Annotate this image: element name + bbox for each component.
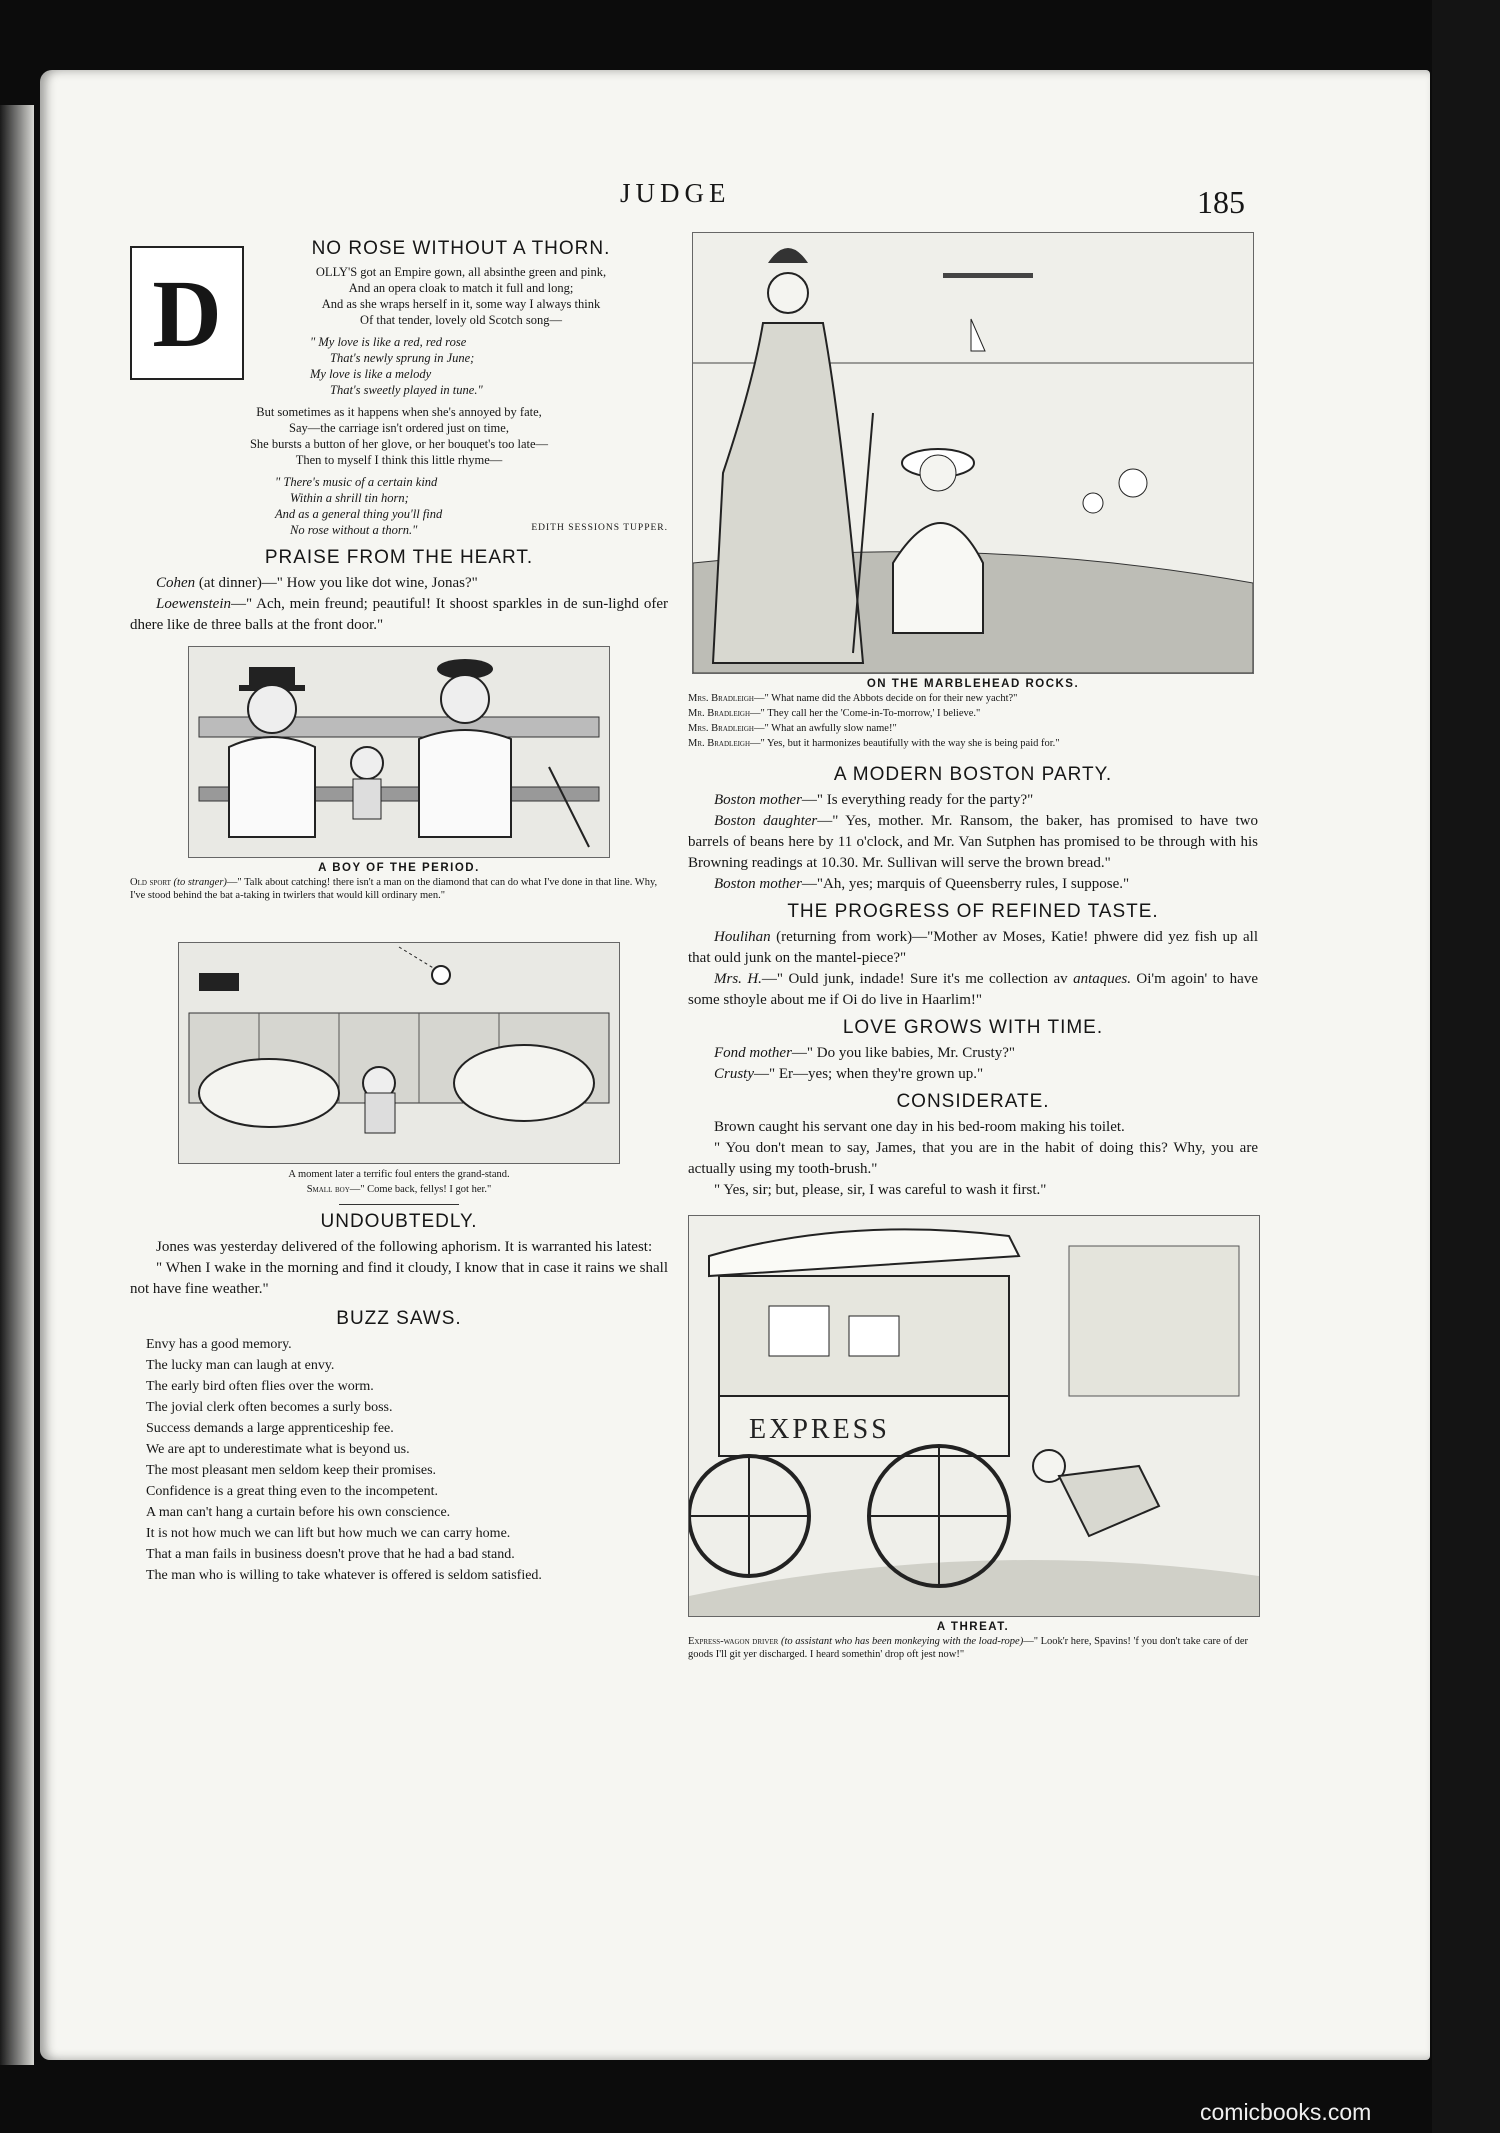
poem-line: But sometimes as it happens when she's annoyed by fate, [256,405,542,419]
song-line: My love is like a melody [310,367,432,381]
dialogue-line: Houlihan (returning from work)—"Mother av Moses, Katie! phwere did yez fish up all that ould junk on the mantel-piece?" [688,929,1258,966]
caption-marblehead-line: Mr. Bradleigh—" Yes, but it harmonizes beautifully with the way she is being paid for." [688,738,1060,749]
paragraph: " When I wake in the morning and find it cloudy, I know that in case it rains we shall not have fine weather." [130,1260,668,1297]
headline-buzz-saws: BUZZ SAWS. [336,1308,462,1329]
dialogue-line: Mrs. H.—" Ould junk, indade! Sure it's me collection av antaques. Oi'm agoin' to have some sthoyle about me if Oi do live in Haarlim!" [688,971,1258,1008]
caption-foul-1: A moment later a terrific foul enters the grand-stand. [288,1169,510,1180]
joke-love-grows [688,1017,1258,1085]
caption-title-boy: A BOY OF THE PERIOD. [318,862,480,874]
joke-undoubtedly [130,1211,668,1300]
joke-boston-party [688,764,1258,895]
song-line: That's newly sprung in June; [330,351,475,365]
aphorism: The most pleasant men seldom keep their promises. [146,1463,437,1478]
song-line: " My love is like a red, red rose [310,335,467,349]
caption-title-threat: A THREAT. [936,1621,1010,1633]
paragraph: Brown caught his servant one day in his bed-room making his toilet. [714,1119,1125,1135]
aphorism: The lucky man can laugh at envy. [146,1358,335,1373]
right-column [688,232,1258,1661]
caption-title-marblehead: ON THE MARBLEHEAD ROCKS. [866,678,1080,690]
poem-line: And an opera cloak to match it full and long; [348,281,574,295]
buzz-saws [130,1308,668,1586]
dialogue-line: Loewenstein—" Ach, mein freund; peautiful! It shoost sparkles in de sun-lighd ofer dhere like de three balls at the front door." [130,596,668,633]
rhyme-line: Within a shrill tin horn; [290,491,409,505]
song-line: That's sweetly played in tune." [330,383,483,397]
dialogue-line: Boston daughter—" Yes, mother. Mr. Ransom, the baker, has promised to have two barrels of beans here by 11 o'clock, and Mr. Van Sutphen has promised to be through with his Browning readings at 10.30. Mr. Sullivan will serve the brown bread." [688,813,1258,871]
left-page-edge [0,105,34,2065]
headline-love-grows: LOVE GROWS WITH TIME. [842,1017,1104,1038]
poem-line: Of that tender, lovely old Scotch song— [360,313,562,327]
magazine-title: JUDGE [620,178,731,208]
aphorism: The early bird often flies over the worm. [146,1379,374,1394]
illustration-marblehead-rocks [692,232,1254,674]
dialogue-line: Fond mother—" Do you like babies, Mr. Crusty?" [714,1045,1015,1061]
aphorism: Confidence is a great thing even to the incompetent. [146,1484,438,1499]
dialogue-line: Crusty—" Er—yes; when they're grown up." [714,1066,984,1082]
caption-marblehead-line: Mrs. Bradleigh—" What an awfully slow name!" [688,723,897,734]
aphorism: That a man fails in business doesn't prove that he had a bad stand. [146,1547,515,1562]
illustration-express-wagon [688,1215,1260,1617]
caption-foul-2: Small boy—" Come back, fellys! I got her." [306,1184,492,1195]
poem-line: Then to myself I think this little rhyme— [295,453,503,467]
rhyme-line: No rose without a thorn." [290,523,418,537]
poem-line: She bursts a button of her glove, or her bouquet's too late— [249,437,549,451]
poem-line: OLLY'S got an Empire gown, all absinthe green and pink, [315,265,607,279]
caption-marblehead-line: Mr. Bradleigh—" They call her the 'Come-in-To-morrow,' I believe." [688,708,981,719]
caption-boy: Old sport (to stranger)—" Talk about catching! there isn't a man on the diamond that can do what I've done in that line. Why, I've stood behind the bat a-taking in twirlers that would kill ordinary men." [130,877,658,901]
aphorism: Envy has a good memory. [146,1337,292,1352]
caption-threat: Express-wagon driver (to assistant who has been monkeying with the load-rope)—" Look'r here, Spavins! 'f you don't take care of der goods I'll git yer discharged. I heard somethin' drop oft jest now!" [688,1636,1249,1660]
poem-line: Say—the carriage isn't ordered just on time, [289,421,509,435]
rhyme-line: " There's music of a certain kind [275,475,438,489]
dialogue-line: Cohen (at dinner)—" How you like dot wine, Jonas?" [156,575,478,591]
rhyme-line: And as a general thing you'll find [275,507,443,521]
poem-no-rose [130,238,668,537]
aphorism: A man can't hang a curtain before his own conscience. [146,1505,451,1520]
paragraph: " You don't mean to say, James, that you are in the habit of doing this? Why, you are actually using my tooth-brush." [688,1140,1258,1177]
poem-line: And as she wraps herself in it, some way I always think [321,297,601,311]
paragraph: Jones was yesterday delivered of the following aphorism. It is warranted his latest: [156,1239,653,1255]
aphorism: Success demands a large apprenticeship fee. [146,1421,394,1436]
headline-no-rose: NO ROSE WITHOUT A THORN. [311,238,611,259]
watermark-credit: comicbooks.com [1200,2099,1372,2125]
section-divider [339,1204,459,1205]
caption-marblehead-line: Mrs. Bradleigh—" What name did the Abbots decide on for their new yacht?" [688,693,1018,704]
headline-undoubtedly: UNDOUBTEDLY. [320,1211,478,1232]
joke-considerate [688,1091,1258,1201]
dialogue-line: Boston mother—"Ah, yes; marquis of Queensberry rules, I suppose." [714,876,1130,892]
joke-praise [130,547,668,636]
page-number: 185 [1197,184,1245,220]
paragraph: " Yes, sir; but, please, sir, I was careful to wash it first." [714,1182,1047,1198]
aphorism: It is not how much we can lift but how much we can carry home. [146,1526,511,1541]
illustration-foul-ball [178,942,620,1164]
aphorism: We are apt to underestimate what is beyond us. [146,1442,410,1457]
headline-considerate: CONSIDERATE. [896,1091,1050,1112]
headline-refined-taste: THE PROGRESS OF REFINED TASTE. [787,901,1159,922]
joke-refined-taste [688,901,1258,1011]
headline-boston-party: A MODERN BOSTON PARTY. [833,764,1113,785]
dark-background-strip [1432,0,1500,2133]
wagon-sign: EXPRESS [749,1414,890,1445]
illustration-boy-of-the-period [188,646,610,858]
poem-author: EDITH SESSIONS TUPPER. [531,523,668,533]
ornamental-drop-cap: D [130,246,244,380]
aphorism: The man who is willing to take whatever is offered is seldom satisfied. [146,1568,542,1583]
aphorism: The jovial clerk often becomes a surly boss. [146,1400,393,1415]
headline-praise: PRAISE FROM THE HEART. [264,547,534,568]
dialogue-line: Boston mother—" Is everything ready for the party?" [714,792,1034,808]
left-column [130,232,668,1586]
